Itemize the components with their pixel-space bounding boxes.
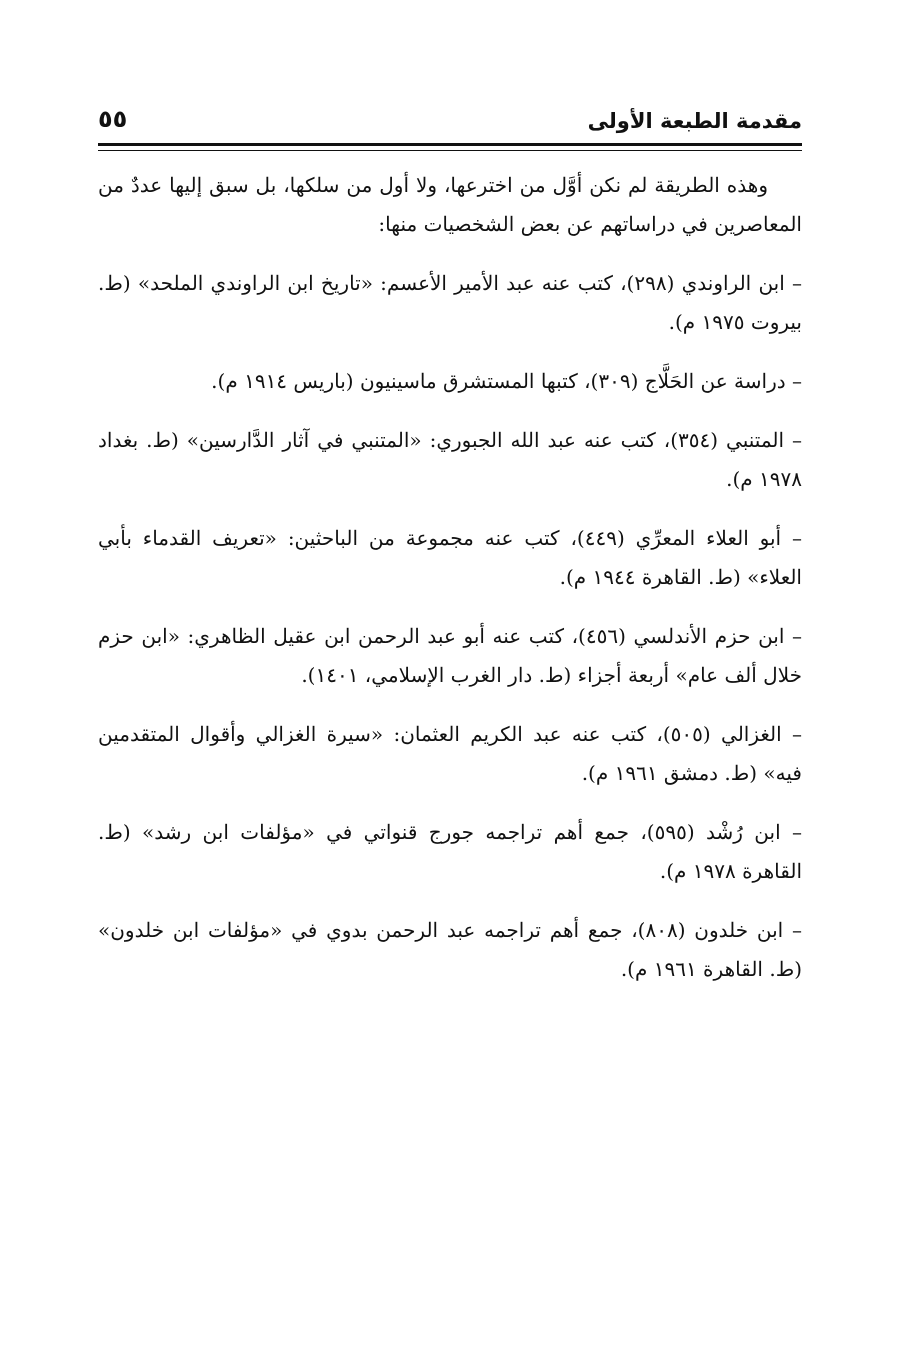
running-title: مقدمة الطبعة الأولى	[587, 109, 802, 133]
entry-al-mutanabbi: – المتنبي (٣٥٤)، كتب عنه عبد الله الجبوري: «المتنبي في آثار الدَّارسين» (ط. بغداد ١٩٧٨ م).	[98, 428, 802, 491]
page-header	[98, 100, 802, 144]
header-rule-thin	[98, 150, 802, 151]
intro-paragraph: وهذه الطريقة لم نكن أوَّل من اخترعها، ولا أول من سلكها، بل سبق إليها عددٌ من المعاصرين في دراساتهم عن بعض الشخصيات منها:	[98, 173, 802, 236]
entry-abu-al-ala: – أبو العلاء المعرِّي (٤٤٩)، كتب عنه مجموعة من الباحثين: «تعريف القدماء بأبي العلاء» (ط. القاهرة ١٩٤٤ م).	[98, 526, 802, 589]
entry-al-hallaj: – دراسة عن الحَلَّاج (٣٠٩)، كتبها المستشرق ماسينيون (باريس ١٩١٤ م).	[211, 369, 802, 393]
entry-ibn-khaldun: – ابن خلدون (٨٠٨)، جمع أهم تراجمه عبد الرحمن بدوي في «مؤلفات ابن خلدون» (ط. القاهرة ١٩٦١ م).	[98, 918, 803, 981]
header-rule-thick	[98, 143, 802, 146]
entry-ibn-rushd: – ابن رُشْد (٥٩٥)، جمع أهم تراجمه جورج قنواتي في «مؤلفات ابن رشد» (ط. القاهرة ١٩٧٨ م).	[98, 820, 802, 883]
page-number: ٥٥	[98, 105, 128, 133]
page-body	[98, 166, 802, 1009]
entry-ibn-al-rawandi: – ابن الراوندي (٢٩٨)، كتب عنه عبد الأمير الأعسم: «تاريخ ابن الراوندي الملحد» (ط. بيروت ١٩٧٥ م).	[98, 271, 803, 334]
entry-ibn-hazm: – ابن حزم الأندلسي (٤٥٦)، كتب عنه أبو عبد الرحمن ابن عقيل الظاهري: «ابن حزم خلال ألف عام» أربعة أجزاء (ط. دار الغرب الإسلامي، ١٤٠١).	[98, 624, 803, 687]
entry-al-ghazali: – الغزالي (٥٠٥)، كتب عنه عبد الكريم العثمان: «سيرة الغزالي وأقوال المتقدمين فيه» (ط. دمشق ١٩٦١ م).	[98, 722, 802, 785]
